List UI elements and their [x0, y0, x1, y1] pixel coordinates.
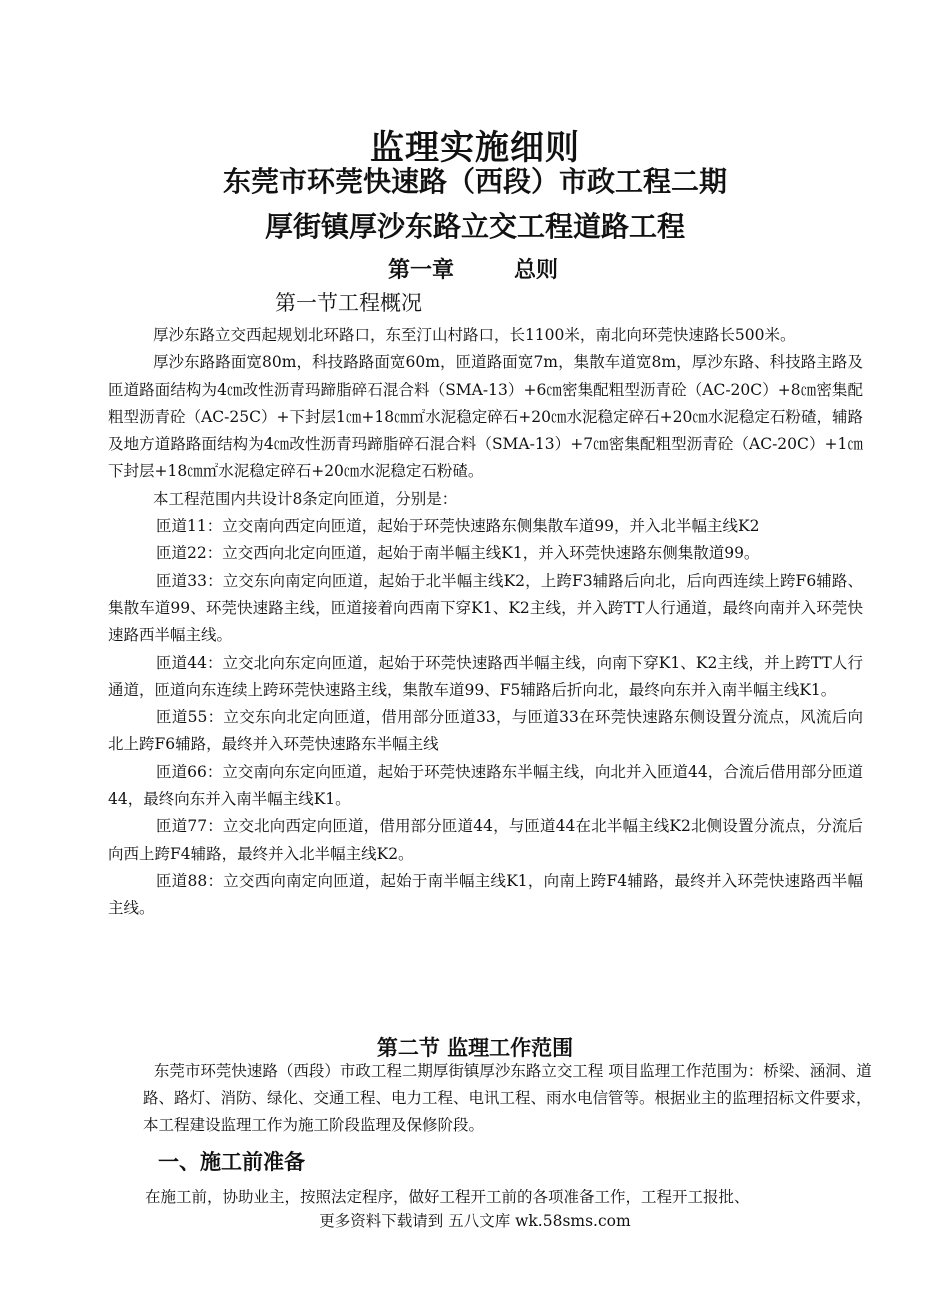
section1-body [108, 322, 863, 923]
project-name-line1: 东莞市环莞快速路（西段）市政工程二期 [222, 165, 727, 198]
scope-paragraph: 东莞市环莞快速路（西段）市政工程二期厚街镇厚沙东路立交工程 项目监理工作范围为：桥梁、涵洞、道路、路灯、消防、绿化、交通工程、电力工程、电讯工程、雨水电信管等。根据业主的监理招标文件要求，本工程建设监理工作为施工阶段监理及保修阶段。 [143, 1062, 872, 1134]
section2-body [143, 1058, 883, 1139]
chapter-heading [388, 253, 558, 284]
pavement-paragraph: 厚沙东路路面宽80m，科技路路面宽60m，匝道路面宽7m，集散车道宽8m，厚沙东路、科技路主路及匝道路面结构为4㎝改性沥青玛蹄脂碎石混合料（SMA-13）+6㎝密集配粗型沥青砼（AC-20C）+8㎝密集配粗型沥青砼（AC-25C）+下封层1㎝+18㎝㎡水泥稳定碎石+20㎝水泥稳定碎石+20㎝水泥稳定石粉碴，辅路及地方道路路面结构为4㎝改性沥青玛蹄脂碎石混合料（SMA-13）+7㎝密集配粗型沥青砼（AC-20C）+1㎝下封层+18㎝㎡水泥稳定碎石+20㎝水泥稳定石粉碴。 [108, 353, 863, 481]
section1-heading: 第一节工程概况 [275, 291, 422, 315]
ramp-item: 匝道55：立交东向北定向匝道，借用部分匝道33，与匝道33在环莞快速路东侧设置分流点，风流后向北上跨F6辅路，最终并入环莞快速路东半幅主线 [108, 708, 863, 754]
ramp-item: 匝道33：立交东向南定向匝道，起始于北半幅主线K2，上跨F3辅路后向北，后向西连续上跨F6辅路、集散车道99、环莞快速路主线，匝道接着向西南下穿K1、K2主线，并入跨TT人行通道，最终向南并入环莞快速路西半幅主线。 [108, 571, 863, 645]
overview-paragraph: 厚沙东路立交西起规划北环路口，东至汀山村路口，长1100米，南北向环莞快速路长500米。 [152, 326, 796, 344]
ramp-intro-paragraph: 本工程范围内共设计8条定向匝道，分别是： [152, 489, 458, 508]
prep-heading: 一、施工前准备 [158, 1149, 305, 1174]
ramp-item: 匝道66：立交南向东定向匝道，起始于环莞快速路东半幅主线，向北并入匝道44，合流后借用部分匝道44，最终向东并入南半幅主线K1。 [108, 762, 863, 809]
ramp-item: 匝道77：立交北向西定向匝道，借用部分匝道44，与匝道44在北半幅主线K2北侧设置分流点，分流后向西上跨F4辅路，最终并入北半幅主线K2。 [108, 817, 863, 863]
section2-heading: 第二节 监理工作范围 [376, 1035, 574, 1060]
document-title: 监理实施细则 [370, 128, 580, 168]
chapter-name: 总则 [514, 257, 559, 283]
ramp-item: 匝道22：立交西向北定向匝道，起始于南半幅主线K1，并入环莞快速路东侧集散道99。 [156, 544, 760, 563]
project-name-line2: 厚街镇厚沙东路立交工程道路工程 [264, 210, 685, 243]
ramp-item: 匝道44：立交北向东定向匝道，起始于环莞快速路西半幅主线，向南下穿K1、K2主线，并上跨TT人行通道，匝道向东连续上跨环莞快速路主线，集散车道99、F5辅路后折向北，最终向东并入南半幅主线K1。 [108, 653, 863, 699]
ramp-item: 匝道88：立交西向南定向匝道，起始于南半幅主线K1，向南上跨F4辅路，最终并入环莞快速路西半幅主线。 [108, 871, 863, 918]
prep-paragraph: 在施工前，协助业主，按照法定程序，做好工程开工前的各项准备工作，工程开工报批、 [145, 1188, 750, 1206]
chapter-number: 第一章 [388, 257, 455, 283]
ramp-item: 匝道11：立交南向西定向匝道，起始于环莞快速路东侧集散车道99，并入北半幅主线K2 [156, 517, 760, 536]
download-footer: 更多资料下载请到 五八文库 wk.58sms.com [319, 1212, 631, 1230]
